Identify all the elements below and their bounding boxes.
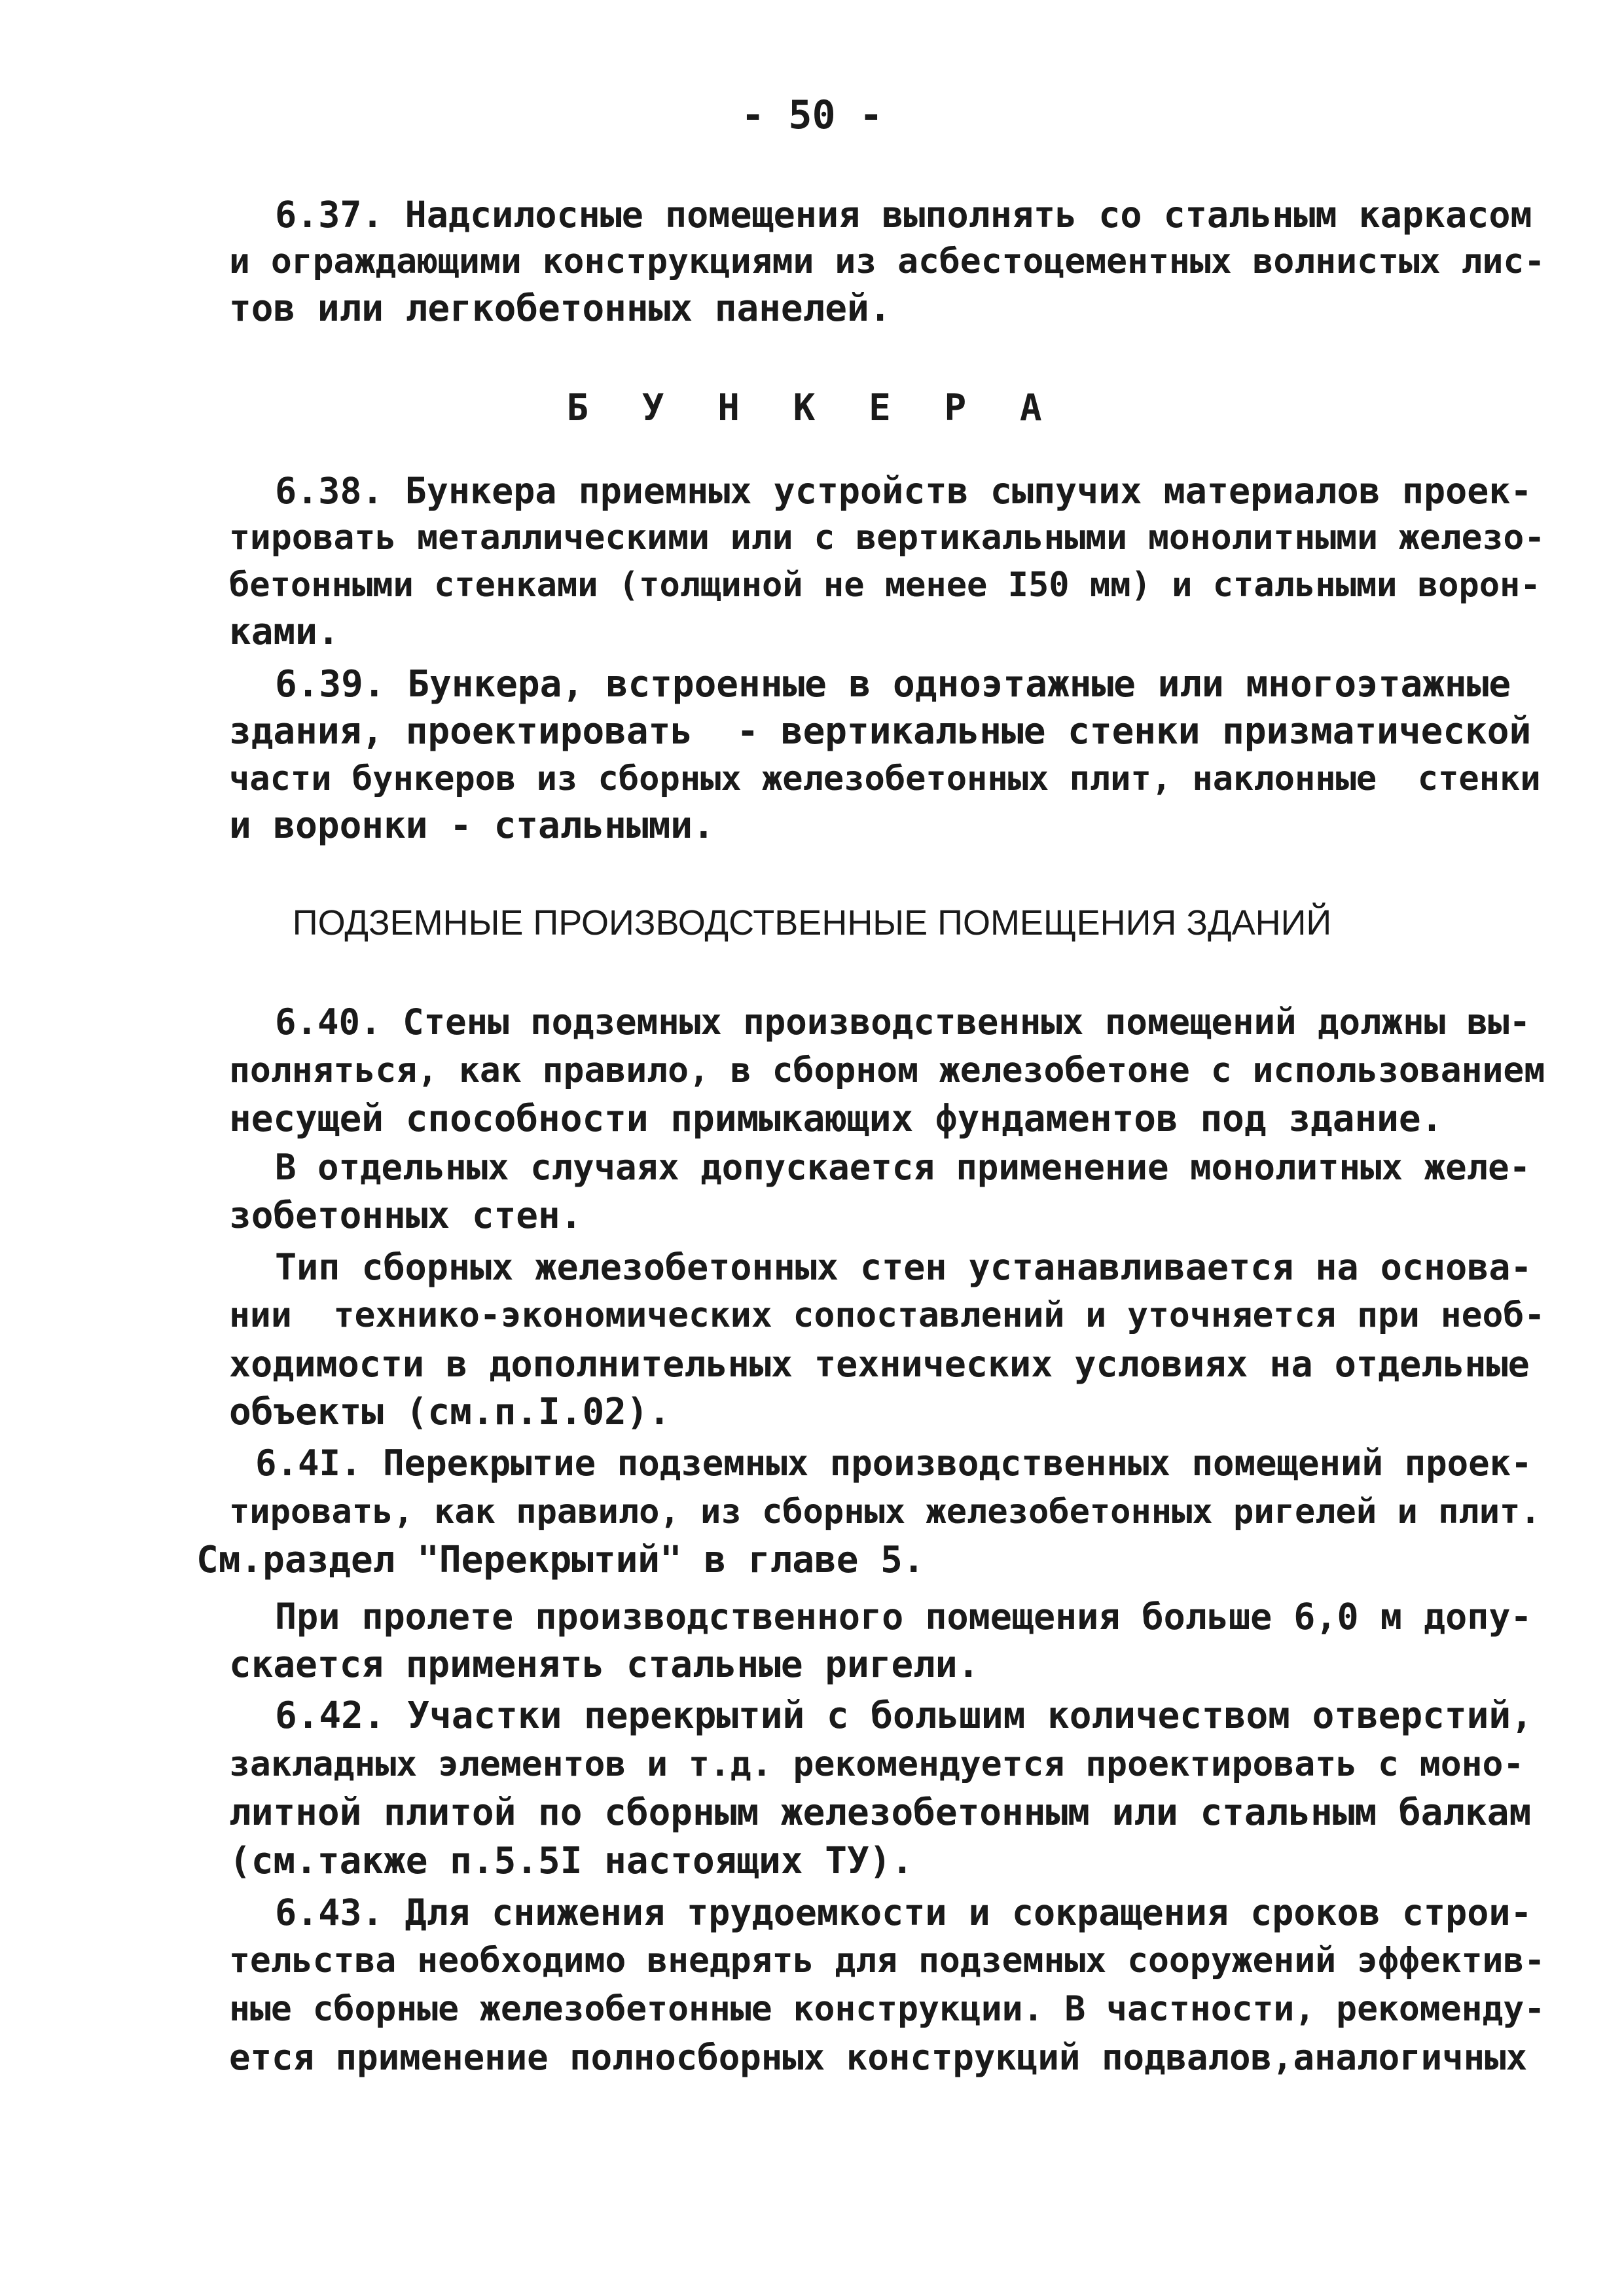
paragraph-line: См.раздел "Перекрытий" в главе 5. xyxy=(196,1539,925,1581)
paragraph-line: тировать, как правило, из сборных железобетонных ригелей и плит. xyxy=(229,1492,1541,1532)
section-heading: Б У Н К Е Р А xyxy=(566,387,1058,429)
paragraph-line: здания, проектировать - вертикальные стенки призматической xyxy=(229,710,1532,753)
paragraph-line: зобетонных стен. xyxy=(229,1194,583,1237)
paragraph-line: ками. xyxy=(229,611,340,653)
paragraph-line: Тип сборных железобетонных стен устанавливается на основа- xyxy=(275,1246,1532,1288)
paragraph-line: ется применение полносборных конструкций подвалов,аналогичных xyxy=(229,2037,1528,2078)
paragraph-line: ходимости в дополнительных технических условиях на отдельные xyxy=(229,1343,1530,1385)
paragraph-line: При пролете производственного помещения больше 6,0 м допу- xyxy=(275,1596,1532,1638)
paragraph-line: и ограждающими конструкциями из асбестоцементных волнистых лис- xyxy=(229,242,1545,281)
paragraph-line: ные сборные железобетонные конструкции. В частности, рекоменду- xyxy=(229,1989,1545,2029)
page-number: - 50 - xyxy=(741,92,883,138)
paragraph-line: объекты (см.п.I.02). xyxy=(229,1391,671,1433)
paragraph-line: тельства необходимо внедрять для подземных сооружений эффектив- xyxy=(229,1941,1545,1981)
paragraph-line: бетонными стенками (толщиной не менее I50 мм) и стальными ворон- xyxy=(229,565,1541,605)
paragraph-line: В отдельных случаях допускается применение монолитных желе- xyxy=(275,1147,1531,1188)
paragraph-line: 6.37. Надсилосные помещения выполнять со стальным каркасом xyxy=(275,194,1532,236)
paragraph-line: закладных элементов и т.д. рекомендуется проектировать с моно- xyxy=(229,1744,1525,1784)
paragraph-line: 6.4I. Перекрытие подземных производственных помещений проек- xyxy=(255,1443,1532,1484)
paragraph-line: 6.43. Для снижения трудоемкости и сокращения сроков строи- xyxy=(275,1892,1532,1933)
paragraph-line: несущей способности примыкающих фундаментов под здание. xyxy=(229,1098,1443,1140)
paragraph-line: и воронки - стальными. xyxy=(229,804,715,847)
paragraph-line: тировать металлическими или с вертикальными монолитными железо- xyxy=(229,518,1545,558)
paragraph-line: полняться, как правило, в сборном железобетоне с использованием xyxy=(229,1050,1545,1090)
paragraph-line: литной плитой по сборным железобетонным или стальным балкам xyxy=(229,1791,1532,1834)
paragraph-line: 6.42. Участки перекрытий с большим количеством отверстий, xyxy=(275,1695,1533,1737)
paragraph-line: скается применять стальные ригели. xyxy=(229,1643,980,1686)
paragraph-line: 6.40. Стены подземных производственных помещений должны вы- xyxy=(275,1001,1531,1043)
paragraph-line: нии технико-экономических сопоставлений и уточняется при необ- xyxy=(229,1295,1545,1335)
paragraph-line: 6.38. Бункера приемных устройств сыпучих материалов проек- xyxy=(275,470,1532,512)
paragraph-line: 6.39. Бункера, встроенные в одноэтажные или многоэтажные xyxy=(275,663,1511,706)
paragraph-line: части бункеров из сборных железобетонных плит, наклонные стенки xyxy=(229,759,1541,798)
paragraph-line: (см.также п.5.5I настоящих ТУ). xyxy=(229,1840,914,1882)
paragraph-line: тов или легкобетонных панелей. xyxy=(229,287,892,330)
section-heading: ПОДЗЕМНЫЕ ПРОИЗВОДСТВЕННЫЕ ПОМЕЩЕНИЯ ЗДАНИЙ xyxy=(292,903,1332,942)
